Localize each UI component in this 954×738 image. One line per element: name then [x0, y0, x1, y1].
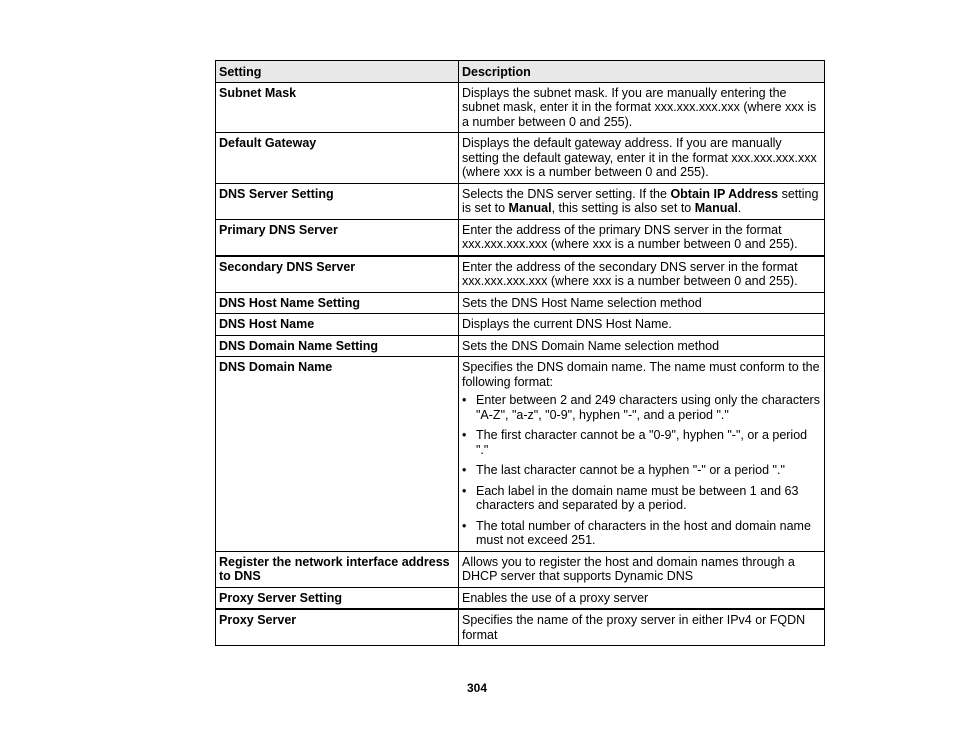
setting-name: DNS Server Setting	[216, 183, 459, 219]
setting-description	[459, 183, 825, 219]
description-segment: Enables the use of a proxy server	[462, 590, 649, 605]
header-row	[216, 61, 825, 83]
table-row	[216, 335, 825, 357]
bullet-text: Each label in the domain name must be between 1 and 63 characters and separated by a period.	[476, 483, 799, 512]
description-segment: Enter the address of the secondary DNS server in the format xxx.xxx.xxx.xxx (where xxx is a number between 0 and 255).	[462, 259, 798, 288]
list-item	[462, 463, 821, 478]
description-segment: setting is set to	[462, 186, 819, 215]
setting-description	[459, 256, 825, 293]
description-text	[462, 360, 821, 389]
table-row	[216, 292, 825, 314]
description-segment: Specifies the DNS domain name. The name must conform to the following format:	[462, 360, 820, 389]
description-segment: Allows you to register the host and domain names through a DHCP server that supports Dynamic DNS	[462, 554, 795, 583]
setting-description	[459, 551, 825, 587]
bullet-icon: •	[462, 393, 467, 407]
description-emphasis: Obtain IP Address	[670, 186, 779, 201]
setting-name: Register the network interface address to DNS	[216, 551, 459, 587]
table-row	[216, 314, 825, 336]
setting-description	[459, 314, 825, 336]
description-segment: Specifies the name of the proxy server in either IPv4 or FQDN format	[462, 613, 806, 642]
setting-description	[459, 292, 825, 314]
description-segment: , this setting is also set to	[551, 201, 695, 215]
setting-name: Proxy Server	[216, 609, 459, 646]
description-text	[462, 86, 821, 130]
setting-name: Default Gateway	[216, 133, 459, 184]
description-text	[462, 223, 821, 252]
description-segment: Enter the address of the primary DNS server in the format xxx.xxx.xxx.xxx (where xxx is a number between 0 and 255).	[462, 222, 798, 251]
table-row	[216, 609, 825, 646]
setting-name: Primary DNS Server	[216, 219, 459, 256]
description-text	[462, 613, 821, 642]
column-header-setting: Setting	[216, 61, 459, 83]
setting-description	[459, 357, 825, 552]
description-segment: .	[737, 201, 742, 215]
table-row	[216, 82, 825, 133]
table-row	[216, 551, 825, 587]
description-segment: Displays the default gateway address. If you are manually setting the default gateway, enter it in the format xxx.xxx.xxx.xxx (where xxx is a number between 0 and 255).	[462, 136, 817, 179]
description-segment: Displays the current DNS Host Name.	[462, 317, 672, 331]
setting-description	[459, 335, 825, 357]
settings-table	[215, 60, 825, 646]
setting-name: DNS Host Name Setting	[216, 292, 459, 314]
table-row	[216, 357, 825, 552]
table-row	[216, 587, 825, 609]
setting-name: DNS Domain Name Setting	[216, 335, 459, 357]
setting-name: DNS Domain Name	[216, 357, 459, 552]
description-segment: Sets the DNS Domain Name selection method	[462, 338, 720, 353]
description-text	[462, 187, 821, 216]
table-body	[216, 82, 825, 646]
bullet-text: Enter between 2 and 249 characters using only the characters "A-Z", "a-z", "0-9", hyphen "-", and a period "."	[476, 393, 820, 422]
bullet-icon: •	[462, 518, 467, 533]
list-item	[462, 519, 821, 548]
table-header	[216, 61, 825, 83]
description-text	[462, 591, 821, 606]
description-text	[462, 260, 821, 289]
list-item	[462, 428, 821, 457]
setting-description	[459, 219, 825, 256]
bullet-icon: •	[462, 483, 467, 498]
page-number: 304	[466, 681, 488, 695]
setting-description	[459, 82, 825, 133]
description-text	[462, 136, 821, 180]
table-row	[216, 219, 825, 256]
description-text	[462, 555, 821, 584]
setting-description	[459, 587, 825, 609]
table-row	[216, 133, 825, 184]
bullet-text: The first character cannot be a "0-9", hyphen "-", or a period "."	[476, 428, 808, 457]
description-segment: Displays the subnet mask. If you are manually entering the subnet mask, enter it in the format xxx.xxx.xxx.xxx (where xxx is a number between 0 and 255).	[462, 85, 817, 129]
description-segment: Selects the DNS server setting. If the	[462, 186, 671, 201]
column-header-description: Description	[459, 61, 825, 83]
setting-description	[459, 133, 825, 184]
description-emphasis: Manual	[508, 201, 552, 215]
setting-name: Proxy Server Setting	[216, 587, 459, 609]
description-segment: Sets the DNS Host Name selection method	[462, 295, 702, 310]
setting-name: Subnet Mask	[216, 82, 459, 133]
setting-description	[459, 609, 825, 646]
description-text	[462, 317, 821, 332]
bullet-icon: •	[462, 428, 467, 442]
bullet-list	[462, 393, 821, 548]
bullet-text: The total number of characters in the host and domain name must not exceed 251.	[476, 518, 811, 547]
description-text	[462, 296, 821, 311]
list-item	[462, 484, 821, 513]
setting-name: DNS Host Name	[216, 314, 459, 336]
bullet-icon: •	[462, 463, 467, 477]
description-text	[462, 339, 821, 354]
table-row	[216, 183, 825, 219]
setting-name: Secondary DNS Server	[216, 256, 459, 293]
table-row	[216, 256, 825, 293]
description-emphasis: Manual	[694, 201, 738, 215]
bullet-text: The last character cannot be a hyphen "-" or a period "."	[476, 463, 785, 477]
list-item	[462, 393, 821, 422]
